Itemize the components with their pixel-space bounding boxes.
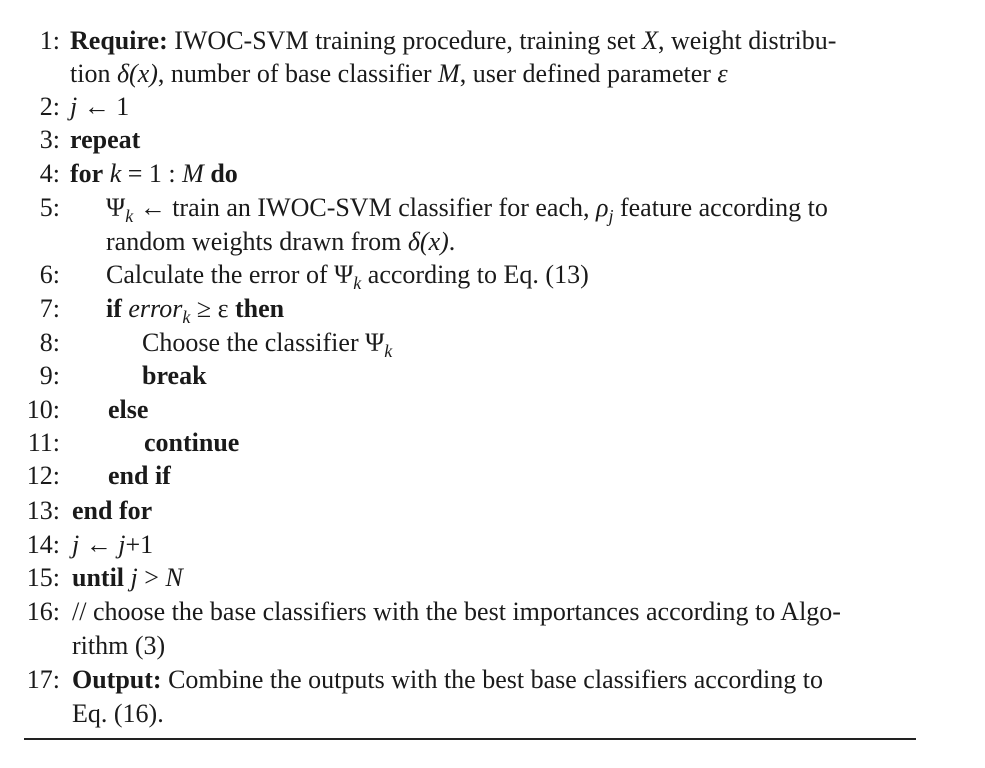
- text: ←: [79, 530, 119, 559]
- line-text: [72, 529, 153, 561]
- text: .: [448, 227, 456, 256]
- text: according to Eq. (13): [361, 260, 589, 289]
- math: Ψ: [106, 193, 126, 222]
- text: >: [137, 563, 166, 592]
- line-text: [72, 698, 164, 730]
- text: , weight distribu-: [658, 26, 837, 55]
- line-text: [72, 630, 165, 662]
- line-text: [108, 394, 148, 426]
- line-number: 17:: [26, 665, 60, 694]
- text: ← 1: [77, 92, 130, 121]
- line-number: 2:: [39, 92, 60, 121]
- line-number: 11:: [27, 428, 60, 457]
- comment-text: rithm (3): [72, 631, 166, 660]
- line-text: [70, 25, 836, 57]
- line-text: [72, 664, 823, 696]
- text: ≥ ε: [190, 294, 236, 323]
- line-number: 4:: [39, 159, 60, 188]
- text: , user defined parameter: [459, 59, 718, 88]
- line-text: [106, 226, 455, 258]
- keyword: if: [106, 294, 122, 323]
- line-text: [106, 192, 828, 224]
- line-number: 3:: [39, 125, 60, 154]
- bottom-rule: [24, 738, 916, 740]
- line-number: 15:: [26, 563, 60, 592]
- line-text: [142, 360, 207, 392]
- keyword: end if: [108, 461, 171, 490]
- keyword: Require:: [70, 26, 168, 55]
- line-text: [108, 460, 171, 492]
- math: M: [438, 59, 460, 88]
- line-text: [144, 427, 239, 459]
- math: j: [72, 530, 80, 559]
- text: tion: [70, 59, 117, 88]
- line-text: [72, 596, 841, 628]
- text: feature according to: [613, 193, 828, 222]
- line-number: 12:: [26, 461, 60, 490]
- math-subscript: k: [182, 307, 191, 327]
- line-number: 5:: [39, 193, 60, 222]
- text: Choose the classifier Ψ: [142, 328, 385, 357]
- keyword: end for: [72, 496, 153, 525]
- line-number: 10:: [26, 395, 60, 424]
- keyword: do: [203, 159, 238, 188]
- math: j: [70, 92, 78, 121]
- math: k: [103, 159, 122, 188]
- text: Eq. (16).: [72, 699, 164, 728]
- text: IWOC-SVM training procedure, training set: [167, 26, 643, 55]
- text: Calculate the error of Ψ: [106, 260, 354, 289]
- line-text: [72, 562, 183, 594]
- math: j: [124, 563, 138, 592]
- math-subscript: j: [608, 206, 614, 226]
- line-number: 13:: [26, 496, 60, 525]
- line-number: 8:: [39, 328, 60, 357]
- keyword: repeat: [70, 125, 141, 154]
- text: , number of base classifier: [157, 59, 439, 88]
- math: δ(x): [116, 59, 158, 88]
- text: Combine the outputs with the best base classifiers according to: [161, 665, 823, 694]
- line-text: [70, 91, 129, 123]
- comment-text: // choose the base classifiers with the best importances according to Algo-: [72, 597, 841, 626]
- keyword: then: [235, 294, 285, 323]
- math: N: [165, 563, 183, 592]
- keyword: for: [70, 159, 104, 188]
- keyword: else: [108, 395, 149, 424]
- math-subscript: k: [125, 206, 134, 226]
- line-text: [106, 259, 589, 291]
- keyword: until: [72, 563, 125, 592]
- line-text: [142, 327, 392, 359]
- keyword: continue: [144, 428, 240, 457]
- math: M: [182, 159, 204, 188]
- line-text: [106, 293, 284, 325]
- line-number: 9:: [39, 361, 60, 390]
- math: error: [121, 294, 183, 323]
- line-number: 7:: [39, 294, 60, 323]
- text: ← train an IWOC-SVM classifier for each,: [133, 193, 596, 222]
- math-subscript: k: [384, 341, 393, 361]
- math: X: [642, 26, 659, 55]
- line-text: [70, 158, 238, 190]
- keyword: break: [142, 361, 207, 390]
- math-subscript: k: [353, 273, 362, 293]
- line-number: 14:: [26, 530, 60, 559]
- math: δ(x): [407, 227, 449, 256]
- line-text: [72, 495, 152, 527]
- math: j: [118, 530, 126, 559]
- line-number: 1:: [39, 26, 60, 55]
- line-text: [70, 58, 728, 90]
- math: ε: [717, 59, 728, 88]
- text: random weights drawn from: [106, 227, 408, 256]
- keyword: Output:: [72, 665, 162, 694]
- text: = 1 :: [121, 159, 183, 188]
- text: +1: [125, 530, 154, 559]
- line-number: 6:: [39, 260, 60, 289]
- math: ρ: [595, 193, 609, 222]
- line-number: 16:: [26, 597, 60, 626]
- line-text: [70, 124, 140, 156]
